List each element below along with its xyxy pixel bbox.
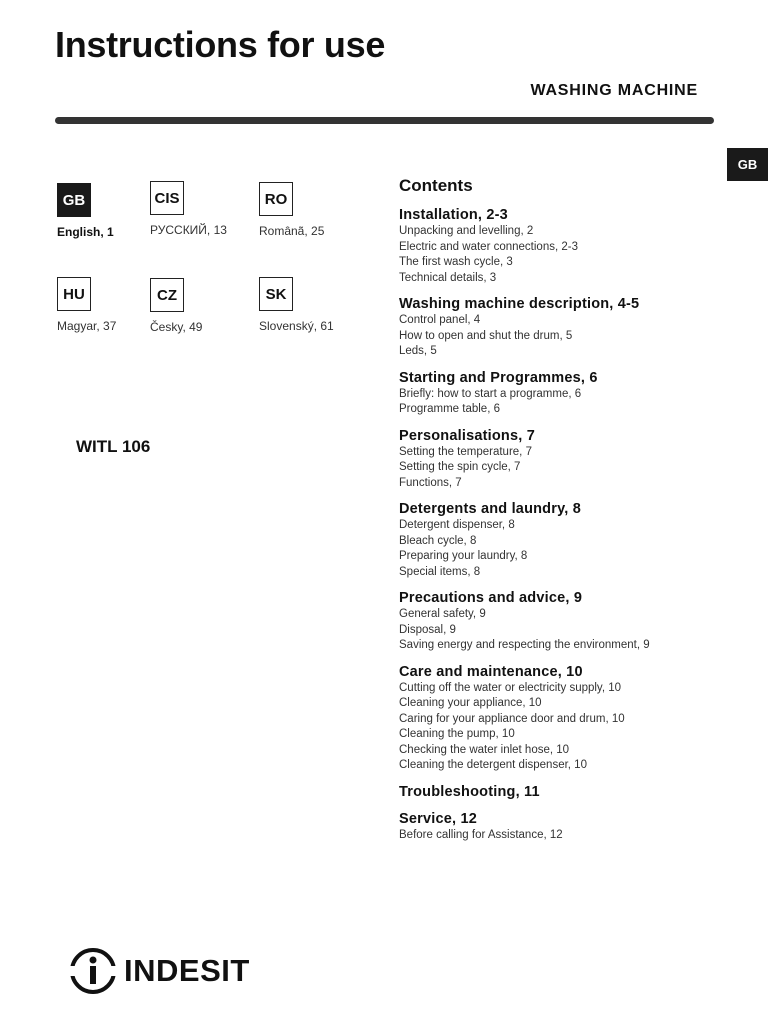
language-label-hu: Magyar, 37 [57,319,117,333]
toc-item[interactable]: Cleaning the detergent dispenser, 10 [399,759,587,771]
toc-item[interactable]: Detergent dispenser, 8 [399,519,515,531]
page-title: Instructions for use [55,24,386,65]
toc-item[interactable]: Saving energy and respecting the environment, 9 [399,639,650,651]
language-code-sk[interactable]: SK [259,277,293,311]
toc-item[interactable]: Cleaning your appliance, 10 [399,697,542,709]
contents-heading: Contents [399,176,473,195]
toc-item[interactable]: Cutting off the water or electricity supply, 10 [399,681,622,694]
language-code-ro[interactable]: RO [259,182,293,216]
toc-item[interactable]: Setting the spin cycle, 7 [399,461,521,473]
language-label-sk: Slovenský, 61 [259,319,334,333]
toc-item[interactable]: Checking the water inlet hose, 10 [399,743,570,756]
toc-item[interactable]: Technical details, 3 [399,271,497,284]
toc-item[interactable]: Electric and water connections, 2-3 [399,240,578,253]
language-cis[interactable] [150,181,260,237]
toc-section-service [399,810,729,844]
brand-logo [68,945,250,997]
language-label-cis: РУССКИЙ, 13 [150,223,227,237]
toc-item[interactable]: General safety, 9 [399,608,486,620]
language-cz[interactable] [150,278,260,334]
toc-section-precautions [399,589,729,654]
language-tab-gb: GB [727,148,768,181]
toc-item[interactable]: Bleach cycle, 8 [399,534,477,547]
toc-item[interactable]: Leds, 5 [399,345,437,357]
toc-section-troubleshooting [399,783,729,801]
toc-item[interactable]: Cleaning the pump, 10 [399,728,515,740]
header-divider [55,117,714,124]
toc-item[interactable]: Unpacking and levelling, 2 [399,225,534,237]
toc-section-title[interactable]: Washing machine description, 4-5 [399,296,640,312]
table-of-contents [399,176,729,852]
language-label-gb: English, 1 [57,225,114,239]
toc-section-care [399,663,729,774]
toc-section-detergents [399,500,729,580]
toc-section-personalisations [399,427,729,492]
page-subtitle: WASHING MACHINE [530,82,698,99]
language-label-ro: Românã, 25 [259,224,325,238]
toc-item[interactable]: The first wash cycle, 3 [399,256,513,268]
toc-section-title[interactable]: Troubleshooting, 11 [399,783,540,800]
toc-item[interactable]: Setting the temperature, 7 [399,445,532,458]
language-ro[interactable] [259,182,369,238]
toc-item[interactable]: Disposal, 9 [399,623,456,636]
toc-item[interactable]: How to open and shut the drum, 5 [399,329,573,342]
toc-item[interactable]: Control panel, 4 [399,314,481,326]
language-code-cz[interactable]: CZ [150,278,184,312]
toc-section-title[interactable]: Care and maintenance, 10 [399,663,583,680]
toc-item[interactable]: Special items, 8 [399,565,481,578]
toc-item[interactable]: Caring for your appliance door and drum, 10 [399,712,625,725]
language-label-cz: Česky, 49 [150,320,203,334]
toc-item[interactable]: Functions, 7 [399,476,462,489]
toc-section-installation [399,206,729,286]
toc-section-title[interactable]: Personalisations, 7 [399,427,535,444]
toc-item[interactable]: Before calling for Assistance, 12 [399,828,563,841]
toc-section-title[interactable]: Detergents and laundry, 8 [399,501,581,517]
indesit-logo-icon [68,946,118,996]
toc-section-starting [399,369,729,418]
model-number: WITL 106 [76,437,151,456]
language-code-hu[interactable]: HU [57,277,91,311]
language-sk[interactable] [259,277,369,333]
toc-section-title[interactable]: Starting and Programmes, 6 [399,369,598,386]
toc-section-description [399,295,729,360]
toc-section-title[interactable]: Service, 12 [399,810,477,827]
toc-section-title[interactable]: Installation, 2-3 [399,207,508,223]
language-code-gb[interactable]: GB [57,183,91,217]
toc-item[interactable]: Programme table, 6 [399,403,500,415]
toc-item[interactable]: Briefly: how to start a programme, 6 [399,387,582,400]
language-code-cis[interactable]: CIS [150,181,184,215]
toc-item[interactable]: Preparing your laundry, 8 [399,550,528,562]
brand-wordmark: INDESIT [124,953,250,988]
toc-section-title[interactable]: Precautions and advice, 9 [399,590,583,606]
